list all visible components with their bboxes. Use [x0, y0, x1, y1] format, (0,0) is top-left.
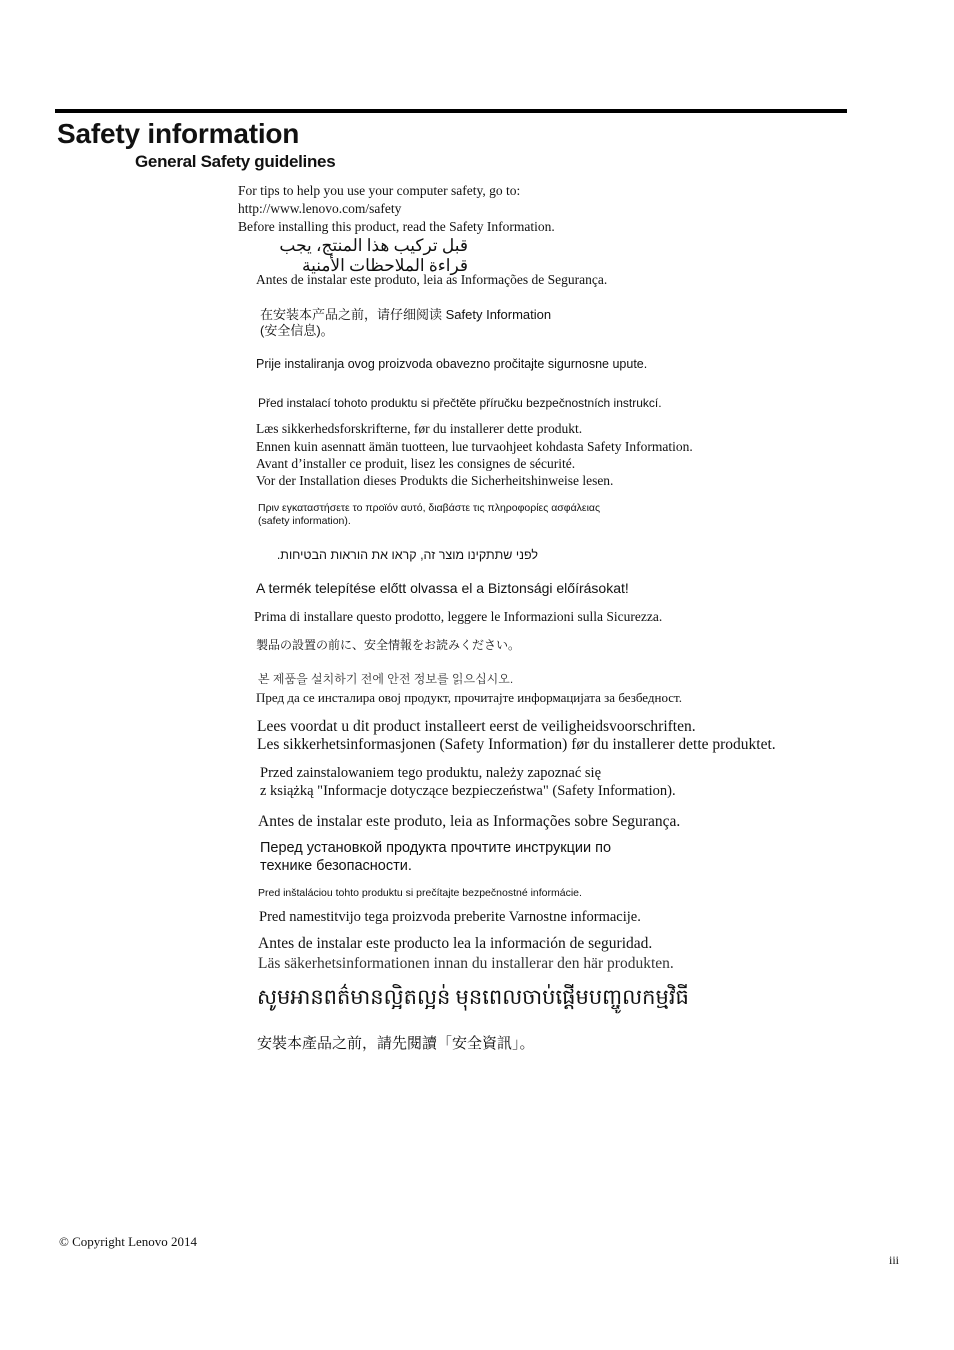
notice-italian: Prima di installare questo prodotto, leggere le Informazioni sulla Sicurezza.	[254, 609, 663, 624]
notice-greek: (safety information).	[258, 515, 351, 527]
notice-croatian: Prije instaliranja ovog proizvoda obavezno pročitajte sigurnosne upute.	[256, 357, 648, 371]
notice-hungarian: A termék telepítése előtt olvassa el a Biztonsági előírásokat!	[256, 580, 629, 596]
notice-slovenian: Pred namestitvijo tega proizvoda preberite Varnostne informacije.	[259, 909, 641, 925]
notice-czech: Před instalací tohoto produktu si přečtěte příručku bezpečnostních instrukcí.	[258, 396, 662, 410]
notice-chinese-simplified: 在安装本产品之前，请仔细阅读 Safety Information	[260, 307, 552, 322]
notice-dutch: Lees voordat u dit product installeert eerst de veiligheidsvoorschriften.	[257, 718, 696, 735]
notice-arabic: قبل تركيب هذا المنتج، يجب قراءة الملاحظات الأمنية	[279, 236, 468, 275]
notice-macedonian: Пред да се инсталира овој продукт, прочитајте информацијата за безбедност.	[256, 690, 682, 705]
notice-japanese: 製品の設置の前に、安全情報をお読みください。	[256, 638, 521, 652]
intro-paragraph	[238, 182, 555, 236]
notice-hebrew: לפני שתתקינו מוצר זה, קראו את הוראות הבטיחות.	[276, 548, 538, 562]
notice-portuguese: Antes de instalar este produto, leia as Informações sobre Segurança.	[258, 813, 681, 830]
page-number: iii	[889, 1253, 900, 1267]
notice-greek: Πριν εγκαταστήσετε το προϊόν αυτό, διαβάστε τις πληροφορίες ασφάλειας	[258, 502, 601, 514]
notice-french: Avant d’installer ce produit, lisez les consignes de sécurité.	[256, 456, 576, 471]
notice-chinese-simplified: (安全信息)。	[260, 323, 334, 338]
notice-khmer: សូមអានពត៌មានល្អិតល្អន់ មុនពេលចាប់ផ្តើមបញ្ចូលកម្មវិធី	[257, 985, 689, 1009]
intro-line: For tips to help you use your computer safety, go to:	[238, 183, 521, 198]
notice-russian: технике безопасности.	[260, 858, 412, 874]
notice-portuguese-br: Antes de instalar este produto, leia as Informações de Segurança.	[256, 272, 608, 287]
notice-swedish: Läs säkerhetsinformationen innan du installerar den här produkten.	[258, 955, 674, 972]
notice-korean: 본 제품을 설치하기 전에 안전 정보를 읽으십시오.	[258, 672, 514, 686]
intro-line: Before installing this product, read the Safety Information.	[238, 219, 555, 234]
notice-spanish: Antes de instalar este producto lea la información de seguridad.	[258, 935, 653, 952]
page-title: Safety information	[57, 118, 300, 149]
notice-polish: z książką "Informacje dotyczące bezpieczeństwa" (Safety Information).	[260, 783, 676, 799]
notice-slovak: Pred inštaláciou tohto produktu si prečítajte bezpečnostné informácie.	[258, 887, 582, 899]
notice-danish: Læs sikkerhedsforskrifterne, før du installerer dette produkt.	[256, 421, 583, 436]
notice-chinese-traditional: 安裝本產品之前，請先閱讀「安全資訊」。	[257, 1036, 535, 1052]
notice-russian: Перед установкой продукта прочтите инструкции по	[260, 840, 612, 856]
section-heading: General Safety guidelines	[135, 152, 336, 171]
header-rule	[55, 109, 847, 113]
notice-polish: Przed zainstalowaniem tego produktu, należy zapoznać się	[260, 765, 602, 781]
notice-finnish: Ennen kuin asennatt ämän tuotteen, lue turvaohjeet kohdasta Safety Information.	[256, 439, 693, 454]
copyright-notice: © Copyright Lenovo 2014	[59, 1234, 198, 1249]
safety-url: http://www.lenovo.com/safety	[238, 201, 402, 216]
notice-german: Vor der Installation dieses Produkts die Sicherheitshinweise lesen.	[256, 473, 614, 488]
notice-norwegian: Les sikkerhetsinformasjonen (Safety Information) før du installerer dette produktet.	[257, 736, 776, 753]
